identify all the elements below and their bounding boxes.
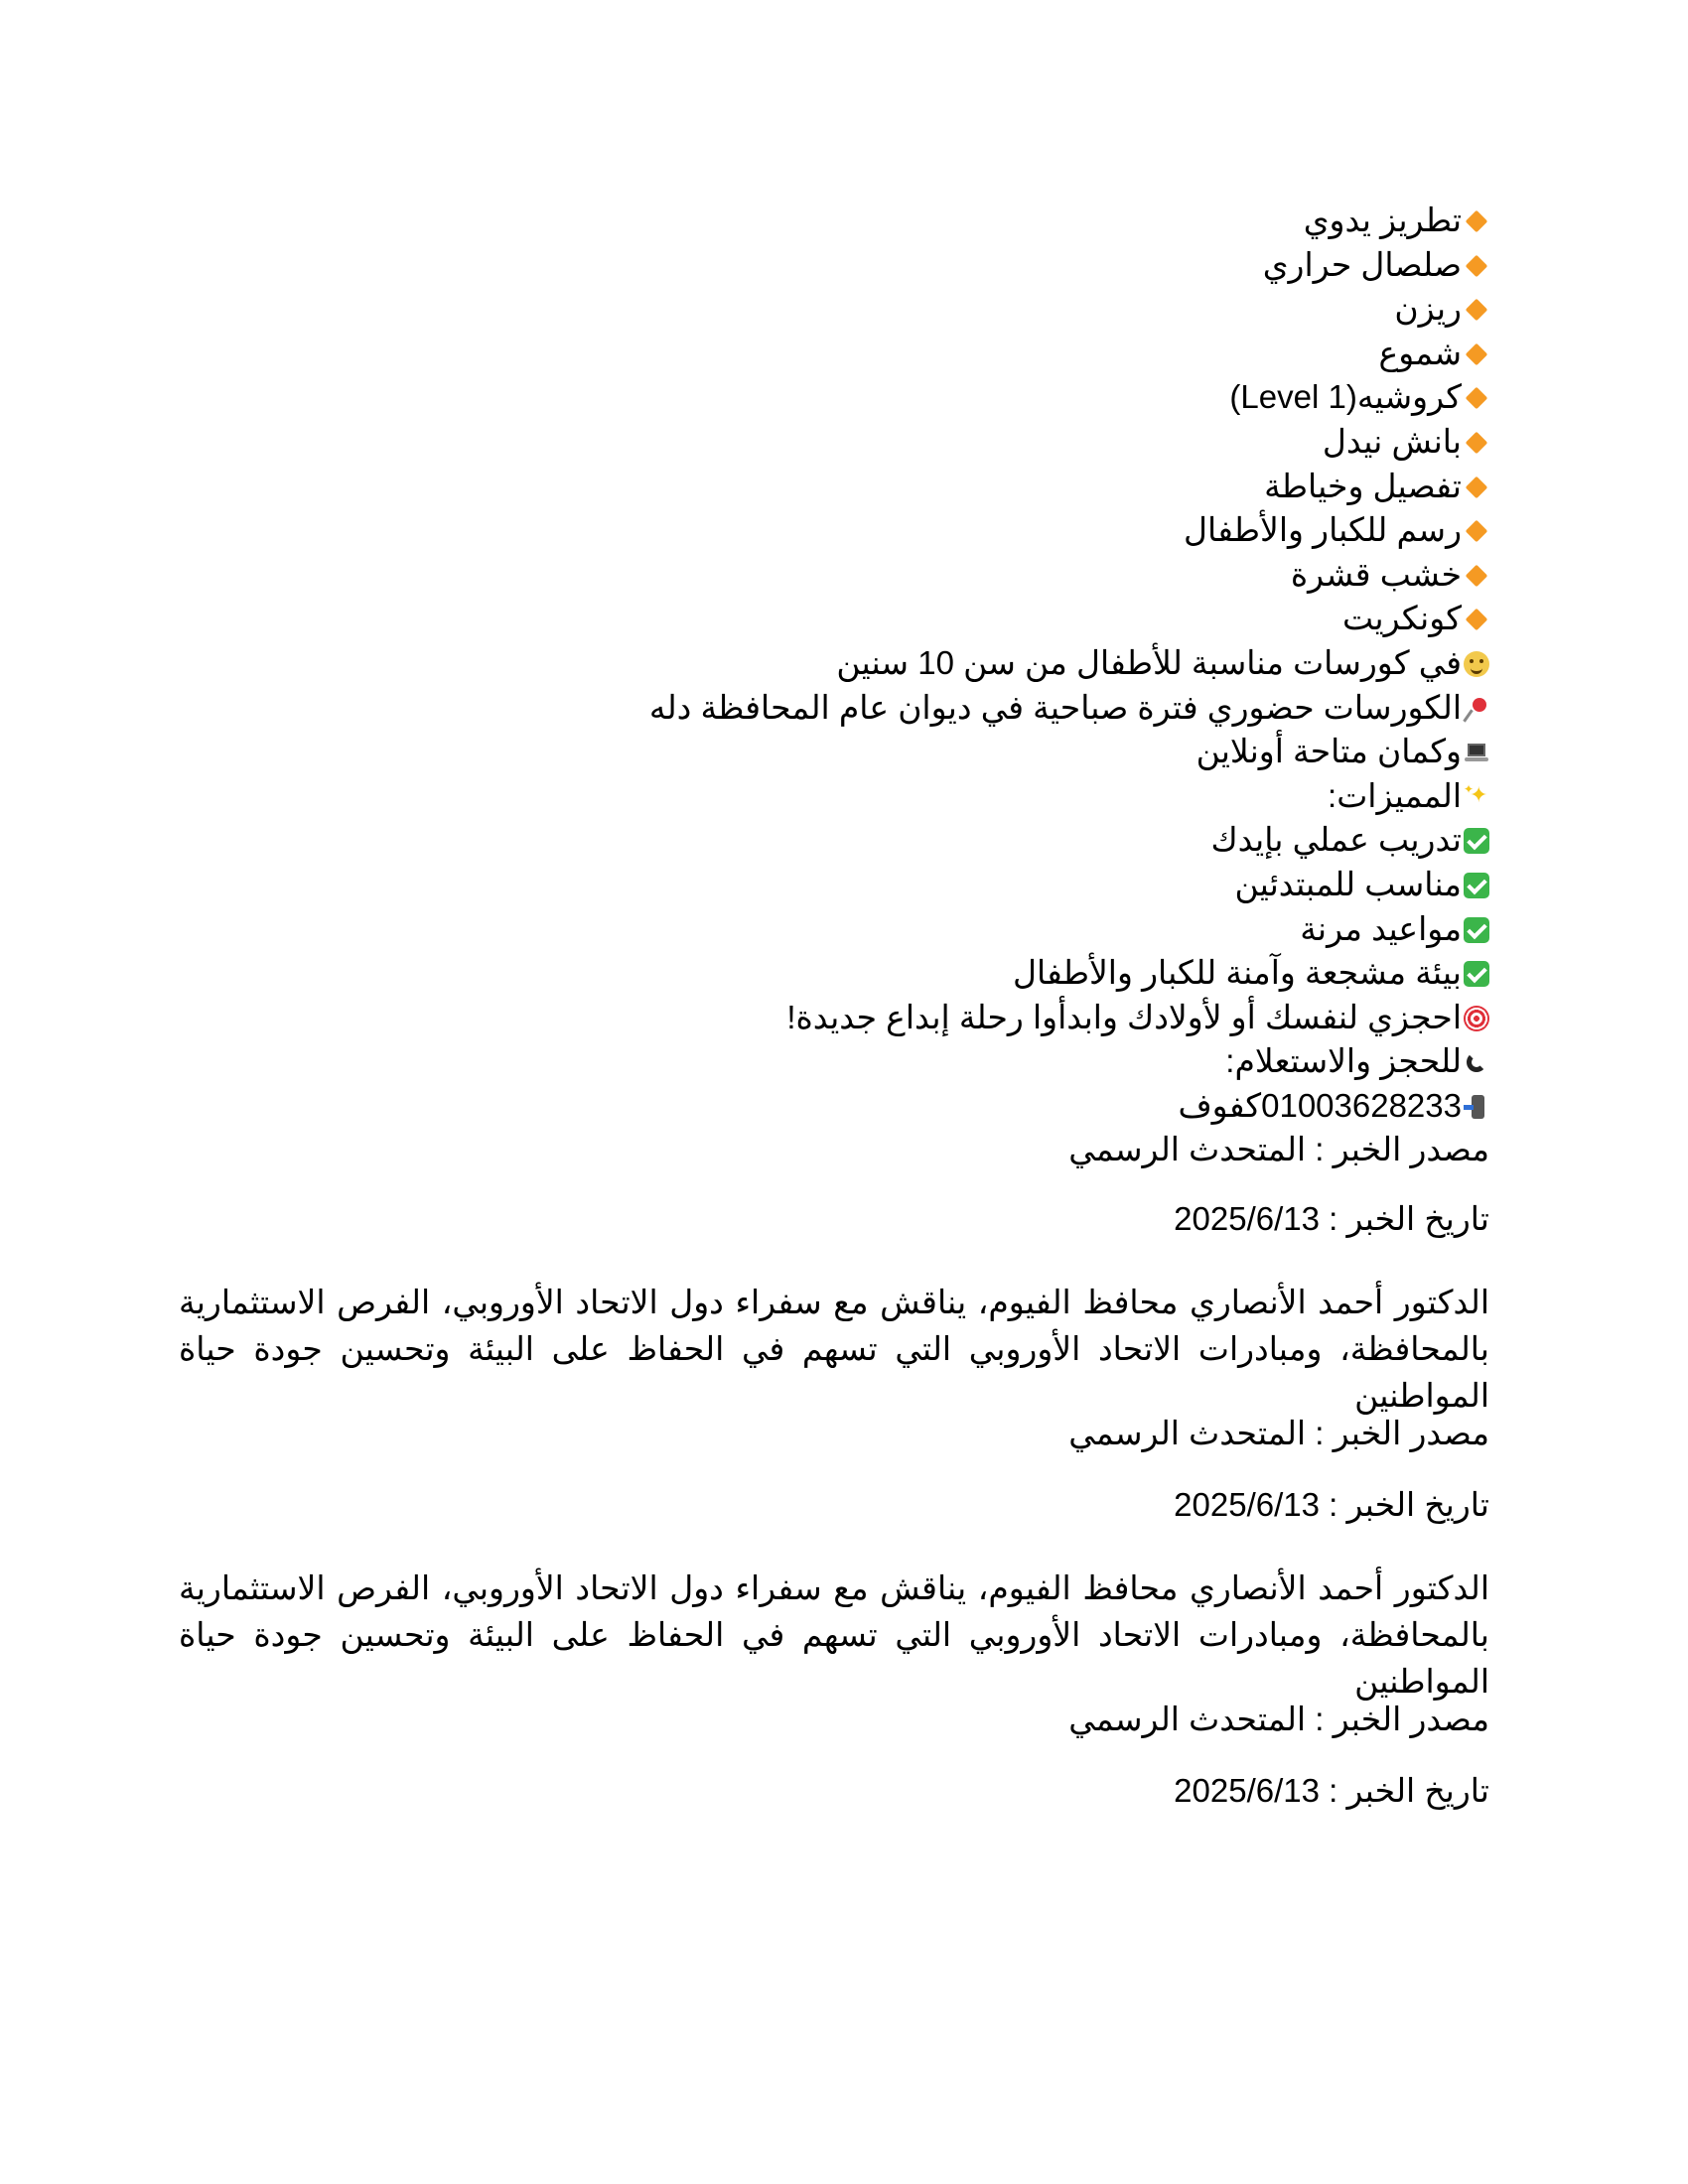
list-item: تطريز يدوي (179, 199, 1489, 243)
feature-item: بيئة مشجعة وآمنة للكبار والأطفال (179, 951, 1489, 996)
orange-diamond-icon (1464, 518, 1489, 544)
list-item: رسم للكبار والأطفال (179, 508, 1489, 553)
check-mark-icon (1464, 917, 1489, 943)
orange-diamond-icon (1464, 208, 1489, 234)
online-note: وكمان متاحة أونلاين (179, 730, 1489, 774)
child-face-icon (1464, 651, 1489, 677)
check-mark-icon (1464, 828, 1489, 854)
kids-note: في كورسات مناسبة للأطفال من سن 10 سنين (179, 641, 1489, 686)
orange-diamond-icon (1464, 385, 1489, 411)
location-note: الكورسات حضوري فترة صباحية في ديوان عام المحافظة دله (179, 686, 1489, 731)
mobile-phone-icon (1464, 1094, 1489, 1120)
feature-item: تدريب عملي بإيدك (179, 818, 1489, 863)
orange-diamond-icon (1464, 430, 1489, 456)
list-item: ريزن (179, 287, 1489, 332)
feature-item: مواعيد مرنة (179, 907, 1489, 952)
check-mark-icon (1464, 873, 1489, 898)
news-date: تاريخ الخبر : 2025/6/13 (1174, 1486, 1489, 1523)
news-date: تاريخ الخبر : 2025/6/13 (1174, 1772, 1489, 1809)
orange-diamond-icon (1464, 253, 1489, 279)
news-source: مصدر الخبر : المتحدث الرسمي (1068, 1131, 1489, 1168)
telephone-icon (1464, 1049, 1489, 1075)
feature-item: مناسب للمبتدئين (179, 863, 1489, 907)
orange-diamond-icon (1464, 297, 1489, 323)
news-body: الدكتور أحمد الأنصاري محافظ الفيوم، يناقش مع سفراء دول الاتحاد الأوروبي، الفرص الاستثمارية بالمحافظة، ومبادرات الاتحاد الأوروبي التي تسهم في الحفاظ على البيئة وتحسين جودة حياة المواطنين (179, 1284, 1489, 1414)
course-list (179, 199, 1489, 1172)
list-item: شموع (179, 332, 1489, 376)
list-item: خشب قشرة (179, 553, 1489, 598)
orange-diamond-icon (1464, 563, 1489, 589)
check-mark-icon (1464, 961, 1489, 987)
phone-number: 01003628233كفوف (179, 1084, 1489, 1129)
news-source: مصدر الخبر : المتحدث الرسمي (1068, 1701, 1489, 1737)
target-icon (1464, 1006, 1489, 1031)
orange-diamond-icon (1464, 475, 1489, 500)
news-date: تاريخ الخبر : 2025/6/13 (1174, 1200, 1489, 1237)
booking-label: للحجز والاستعلام: (179, 1039, 1489, 1084)
list-item: بانش نيدل (179, 420, 1489, 465)
sparkles-icon (1464, 784, 1489, 810)
laptop-icon (1464, 740, 1489, 765)
list-item: كونكريت (179, 597, 1489, 641)
list-item: كروشيه(Level 1) (179, 375, 1489, 420)
news-source: مصدر الخبر : المتحدث الرسمي (1068, 1415, 1489, 1451)
pushpin-icon (1464, 696, 1489, 722)
call-to-action: احجزي لنفسك أو لأولادك وابدأوا رحلة إبداع جديدة! (179, 996, 1489, 1040)
news-body: الدكتور أحمد الأنصاري محافظ الفيوم، يناقش مع سفراء دول الاتحاد الأوروبي، الفرص الاستثمارية بالمحافظة، ومبادرات الاتحاد الأوروبي التي تسهم في الحفاظ على البيئة وتحسين جودة حياة المواطنين (179, 1570, 1489, 1700)
orange-diamond-icon (1464, 341, 1489, 367)
list-item: صلصال حراري (179, 243, 1489, 288)
list-item: تفصيل وخياطة (179, 465, 1489, 509)
orange-diamond-icon (1464, 607, 1489, 632)
features-title: ✦ ✦المميزات: (179, 774, 1489, 819)
